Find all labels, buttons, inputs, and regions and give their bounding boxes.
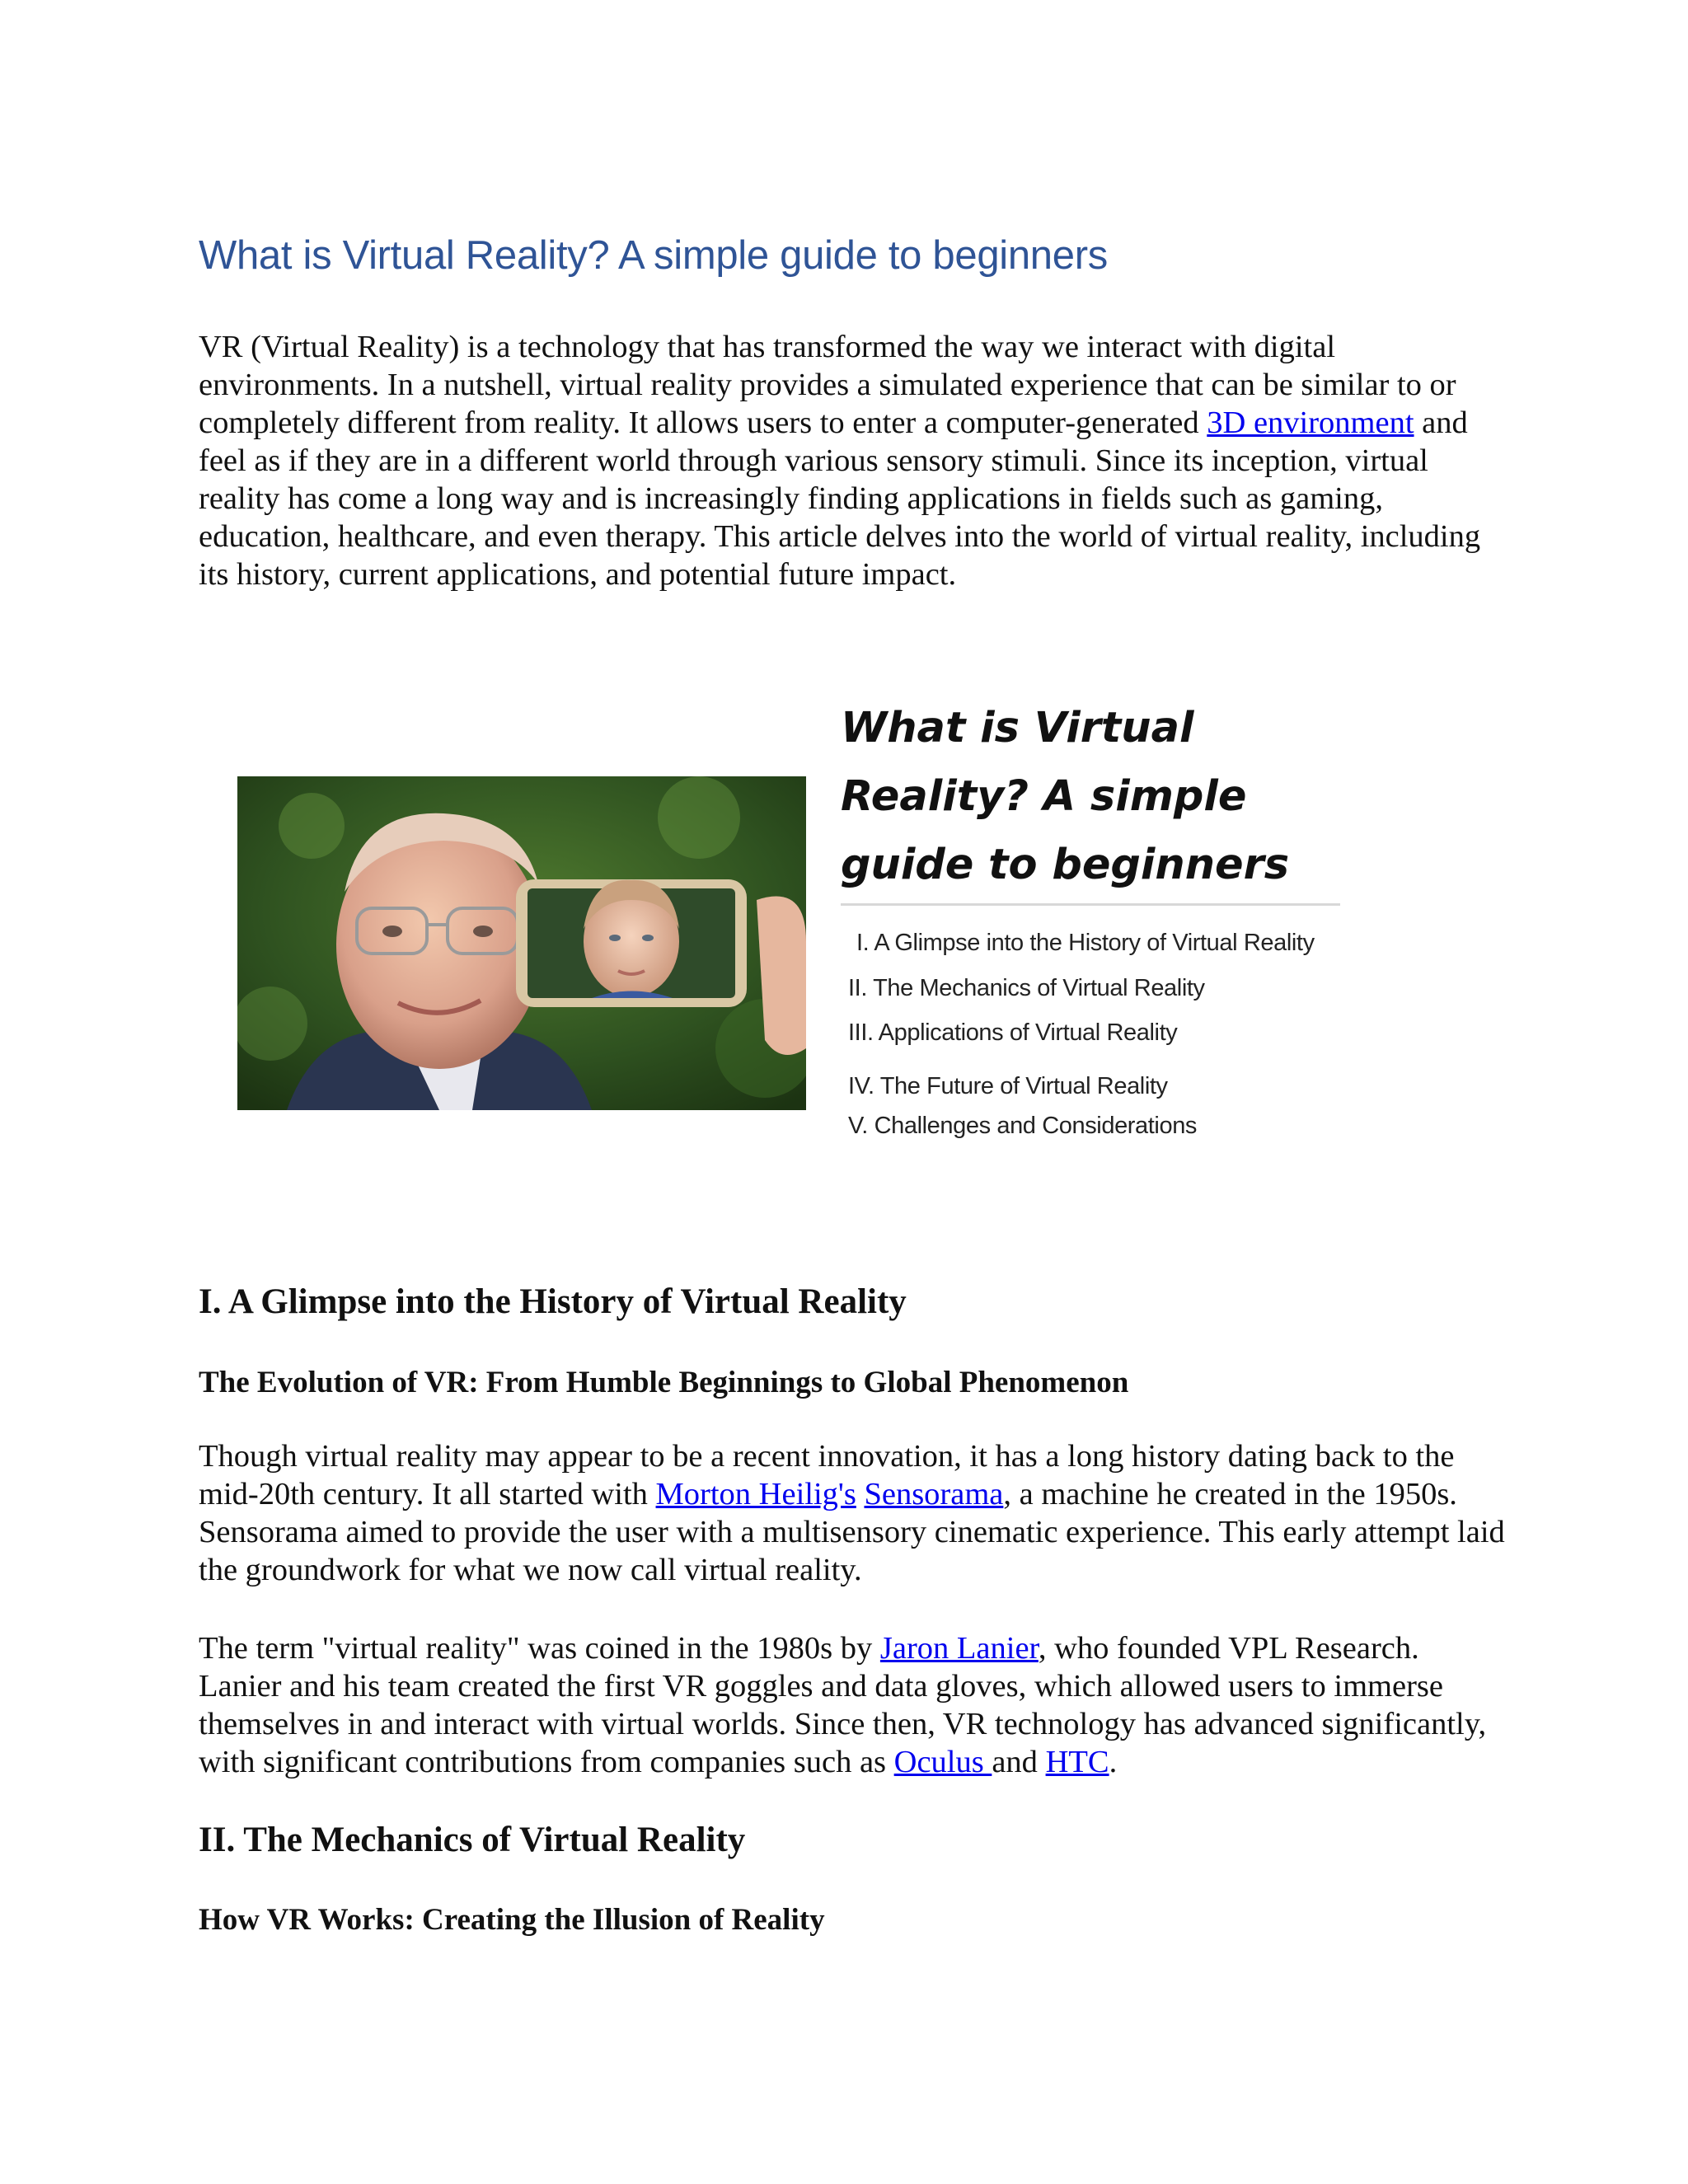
sensorama-link[interactable]: Sensorama [864, 1477, 1004, 1511]
toc-item: III. Applications of Virtual Reality [848, 1019, 1178, 1046]
para-text [856, 1477, 865, 1511]
3d-environment-link[interactable]: 3D environment [1207, 405, 1414, 440]
morton-heilig-link[interactable]: Morton Heilig's [655, 1477, 856, 1511]
toc-item: IV. The Future of Virtual Reality [848, 1073, 1168, 1099]
intro-text-2: and feel as if they are in a different world through various sensory stimuli. Since its inception, virtual reality has come a long way and is increasingly finding applications in fields such as gaming, education, healthcare, and even therapy. This article delves into the world of virtual reality, including its history, current applications, and potential future impact. [199, 405, 1481, 592]
oculus-link[interactable]: Oculus [893, 1745, 992, 1779]
para-text: The term "virtual reality" was coined in the 1980s by [199, 1631, 880, 1666]
intro-paragraph [199, 328, 1509, 593]
history-paragraph-1 [199, 1437, 1509, 1589]
htc-link[interactable]: HTC [1045, 1745, 1109, 1779]
para-text: . [1109, 1745, 1118, 1779]
hero-heading: What is Virtual Reality? A simple guide to beginners [841, 704, 1290, 889]
para-text: , who founded VPL Research. Lanier and his team created the first VR goggles and data gloves, which allowed users to immerse themselves in and interact with virtual worlds. Since then, VR technology has advanced significantly, with significant contributions from companies such as [199, 1631, 1487, 1779]
jaron-lanier-link[interactable]: Jaron Lanier [879, 1631, 1039, 1666]
toc-item: I. A Glimpse into the History of Virtual Reality [856, 930, 1315, 956]
para-text: , a machine he created in the 1950s. Sensorama aimed to provide the user with a multisensory cinematic experience. This early attempt laid the groundwork for what we now call virtual reality. [199, 1477, 1505, 1587]
section2-subheading: How VR Works: Creating the Illusion of Reality [199, 1903, 825, 1937]
toc-item: V. Challenges and Considerations [848, 1113, 1198, 1139]
section1-heading: I. A Glimpse into the History of Virtual Reality [199, 1282, 907, 1321]
man-holding-phone-photo [237, 776, 806, 1110]
photo-illustration [237, 776, 806, 1110]
page-title: What is Virtual Reality? A simple guide to beginners [199, 233, 1108, 278]
hero-image [234, 691, 1380, 1160]
history-paragraph-2 [199, 1629, 1509, 1781]
para-text: and [992, 1745, 1046, 1779]
para-text: Though virtual reality may appear to be a recent innovation, it has a long history dating back to the mid-20th century. It all started with [199, 1439, 1455, 1511]
hero-divider [841, 903, 1340, 906]
section1-subheading: The Evolution of VR: From Humble Beginnings to Global Phenomenon [199, 1366, 1129, 1399]
intro-text-1: VR (Virtual Reality) is a technology that has transformed the way we interact with digital environments. In a nutshell, virtual reality provides a simulated experience that can be similar to or completely different from reality. It allows users to enter a computer-generated [199, 330, 1456, 440]
section2-heading: II. The Mechanics of Virtual Reality [199, 1821, 746, 1859]
toc-item: II. The Mechanics of Virtual Reality [848, 975, 1205, 1001]
